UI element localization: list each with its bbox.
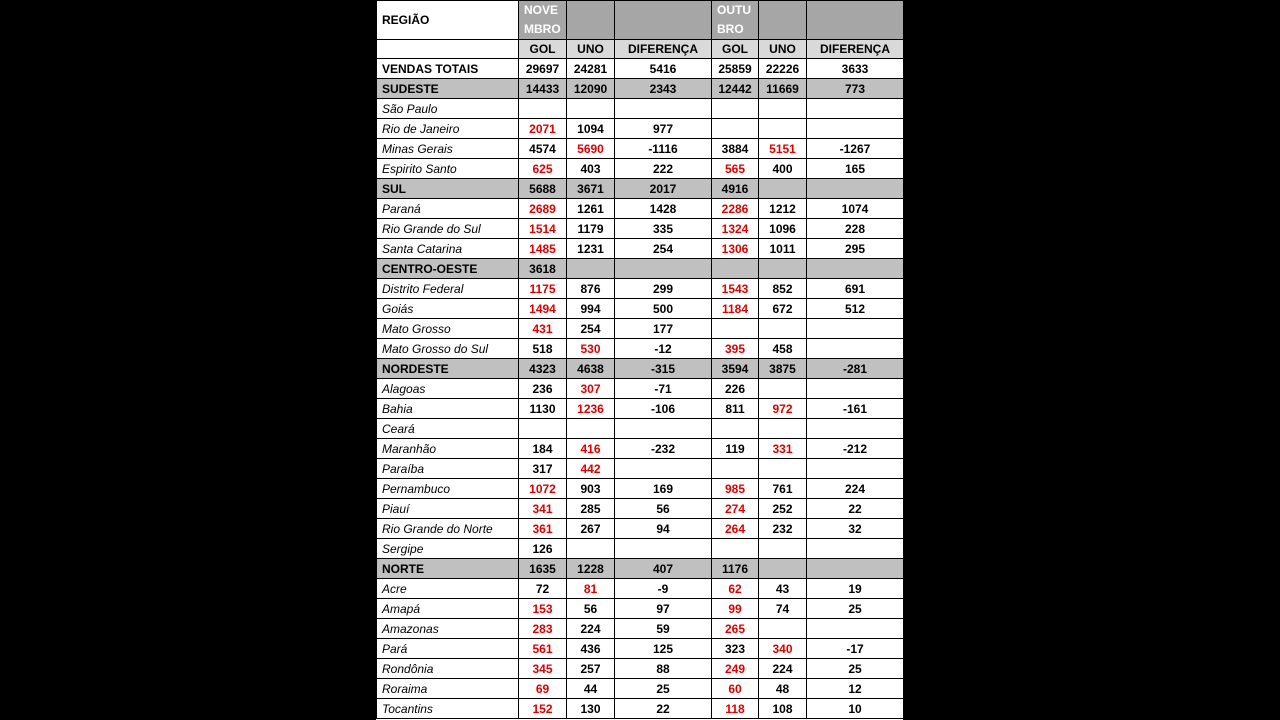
- row-label: Rio de Janeiro: [377, 119, 519, 139]
- column-header-gol-out: GOL: [712, 40, 759, 59]
- table-cell: 165: [807, 159, 904, 179]
- table-cell: 130: [567, 699, 615, 719]
- table-cell: [807, 559, 904, 579]
- header-row-columns: [377, 40, 904, 59]
- table-cell: [807, 339, 904, 359]
- state-row: [377, 639, 904, 659]
- table-cell: [567, 99, 615, 119]
- table-cell: 94: [615, 519, 712, 539]
- table-cell: -1267: [807, 139, 904, 159]
- table-cell: 12: [807, 679, 904, 699]
- table-cell: 226: [712, 379, 759, 399]
- table-cell: [807, 259, 904, 279]
- region-row: [377, 179, 904, 199]
- table-cell: 118: [712, 699, 759, 719]
- table-cell: [615, 259, 712, 279]
- table-cell: 274: [712, 499, 759, 519]
- state-row: [377, 139, 904, 159]
- table-cell: 1494: [519, 299, 567, 319]
- table-cell: 224: [807, 479, 904, 499]
- table-cell: -9: [615, 579, 712, 599]
- row-label: Distrito Federal: [377, 279, 519, 299]
- table-cell: [759, 379, 807, 399]
- table-cell: 773: [807, 79, 904, 99]
- table-cell: 25: [807, 659, 904, 679]
- table-cell: 56: [615, 499, 712, 519]
- sales-table: [376, 0, 904, 719]
- table-cell: 19: [807, 579, 904, 599]
- table-cell: 400: [759, 159, 807, 179]
- table-cell: 44: [567, 679, 615, 699]
- table-cell: 407: [615, 559, 712, 579]
- table-cell: [615, 459, 712, 479]
- row-label: Mato Grosso: [377, 319, 519, 339]
- row-label: Ceará: [377, 419, 519, 439]
- table-cell: 1212: [759, 199, 807, 219]
- table-cell: 283: [519, 619, 567, 639]
- table-cell: 2343: [615, 79, 712, 99]
- table-cell: 361: [519, 519, 567, 539]
- table-cell: 1072: [519, 479, 567, 499]
- table-cell: 24281: [567, 59, 615, 79]
- table-cell: 254: [567, 319, 615, 339]
- table-cell: 1324: [712, 219, 759, 239]
- state-row: [377, 99, 904, 119]
- table-cell: 10: [807, 699, 904, 719]
- table-cell: 11669: [759, 79, 807, 99]
- sales-table-sheet: [376, 0, 903, 720]
- table-cell: 1179: [567, 219, 615, 239]
- table-cell: 265: [712, 619, 759, 639]
- table-cell: 3884: [712, 139, 759, 159]
- row-label: São Paulo: [377, 99, 519, 119]
- table-cell: 62: [712, 579, 759, 599]
- table-cell: 254: [615, 239, 712, 259]
- row-label: Santa Catarina: [377, 239, 519, 259]
- state-row: [377, 159, 904, 179]
- table-cell: 1514: [519, 219, 567, 239]
- table-cell: -212: [807, 439, 904, 459]
- state-row: [377, 439, 904, 459]
- table-cell: 81: [567, 579, 615, 599]
- table-cell: 1011: [759, 239, 807, 259]
- table-cell: [759, 539, 807, 559]
- table-cell: [759, 259, 807, 279]
- table-cell: 442: [567, 459, 615, 479]
- table-cell: 458: [759, 339, 807, 359]
- table-cell: 323: [712, 639, 759, 659]
- table-cell: [807, 419, 904, 439]
- table-cell: 257: [567, 659, 615, 679]
- column-header-uno-nov: UNO: [567, 40, 615, 59]
- table-cell: 224: [567, 619, 615, 639]
- table-cell: 267: [567, 519, 615, 539]
- table-cell: 74: [759, 599, 807, 619]
- row-label: Paraíba: [377, 459, 519, 479]
- table-cell: [759, 419, 807, 439]
- regiao-header: REGIÃO: [377, 1, 519, 40]
- row-label: Mato Grosso do Sul: [377, 339, 519, 359]
- table-cell: 152: [519, 699, 567, 719]
- table-cell: -1116: [615, 139, 712, 159]
- state-row: [377, 539, 904, 559]
- table-cell: [615, 419, 712, 439]
- row-label: Roraima: [377, 679, 519, 699]
- region-row: [377, 79, 904, 99]
- row-label: Tocantins: [377, 699, 519, 719]
- state-row: [377, 659, 904, 679]
- header-row-months: [377, 1, 904, 40]
- table-cell: 249: [712, 659, 759, 679]
- table-cell: [807, 319, 904, 339]
- table-cell: 3875: [759, 359, 807, 379]
- state-row: [377, 339, 904, 359]
- table-cell: 299: [615, 279, 712, 299]
- table-cell: [807, 379, 904, 399]
- table-cell: [615, 539, 712, 559]
- table-cell: 403: [567, 159, 615, 179]
- table-cell: 345: [519, 659, 567, 679]
- table-cell: 3633: [807, 59, 904, 79]
- region-row: [377, 259, 904, 279]
- table-cell: 12442: [712, 79, 759, 99]
- header-blank: [377, 40, 519, 59]
- table-cell: 500: [615, 299, 712, 319]
- table-cell: 295: [807, 239, 904, 259]
- table-cell: 48: [759, 679, 807, 699]
- table-cell: 977: [615, 119, 712, 139]
- total-row: [377, 59, 904, 79]
- table-cell: [759, 99, 807, 119]
- row-label: Bahia: [377, 399, 519, 419]
- table-cell: [759, 319, 807, 339]
- october-header: OUTU BRO: [712, 1, 759, 40]
- table-cell: 22: [807, 499, 904, 519]
- table-cell: 331: [759, 439, 807, 459]
- table-cell: 431: [519, 319, 567, 339]
- table-cell: 22: [615, 699, 712, 719]
- row-label: Amazonas: [377, 619, 519, 639]
- row-label: Goiás: [377, 299, 519, 319]
- table-cell: 232: [759, 519, 807, 539]
- table-cell: -161: [807, 399, 904, 419]
- table-cell: 341: [519, 499, 567, 519]
- state-row: [377, 499, 904, 519]
- table-cell: 5688: [519, 179, 567, 199]
- state-row: [377, 579, 904, 599]
- table-cell: 1635: [519, 559, 567, 579]
- table-cell: 25: [807, 599, 904, 619]
- header-filler: [759, 1, 807, 40]
- table-cell: 1228: [567, 559, 615, 579]
- table-cell: 99: [712, 599, 759, 619]
- row-label: Minas Gerais: [377, 139, 519, 159]
- table-cell: 518: [519, 339, 567, 359]
- table-cell: 126: [519, 539, 567, 559]
- state-row: [377, 379, 904, 399]
- row-label: Piauí: [377, 499, 519, 519]
- table-cell: 43: [759, 579, 807, 599]
- row-label: Acre: [377, 579, 519, 599]
- table-cell: [712, 419, 759, 439]
- state-row: [377, 419, 904, 439]
- table-cell: [712, 539, 759, 559]
- table-cell: 224: [759, 659, 807, 679]
- table-cell: 32: [807, 519, 904, 539]
- table-cell: 994: [567, 299, 615, 319]
- table-cell: 177: [615, 319, 712, 339]
- table-cell: 512: [807, 299, 904, 319]
- table-cell: [712, 99, 759, 119]
- table-cell: 108: [759, 699, 807, 719]
- table-cell: [712, 119, 759, 139]
- table-cell: [519, 419, 567, 439]
- state-row: [377, 279, 904, 299]
- table-cell: 5416: [615, 59, 712, 79]
- table-cell: 184: [519, 439, 567, 459]
- table-cell: -71: [615, 379, 712, 399]
- table-cell: 4574: [519, 139, 567, 159]
- table-cell: [807, 99, 904, 119]
- table-cell: 72: [519, 579, 567, 599]
- table-cell: 1184: [712, 299, 759, 319]
- table-cell: [807, 539, 904, 559]
- table-cell: [759, 119, 807, 139]
- header-filler: [807, 1, 904, 40]
- table-cell: [567, 259, 615, 279]
- table-cell: [567, 419, 615, 439]
- table-cell: 5151: [759, 139, 807, 159]
- table-cell: -232: [615, 439, 712, 459]
- table-cell: 264: [712, 519, 759, 539]
- table-cell: [759, 459, 807, 479]
- row-label: SUL: [377, 179, 519, 199]
- header-filler: [567, 1, 615, 40]
- state-row: [377, 239, 904, 259]
- table-cell: 317: [519, 459, 567, 479]
- table-cell: 4916: [712, 179, 759, 199]
- table-cell: 530: [567, 339, 615, 359]
- table-cell: 565: [712, 159, 759, 179]
- table-cell: 876: [567, 279, 615, 299]
- table-cell: 169: [615, 479, 712, 499]
- table-cell: [519, 99, 567, 119]
- state-row: [377, 319, 904, 339]
- table-cell: [759, 619, 807, 639]
- row-label: Rio Grande do Sul: [377, 219, 519, 239]
- table-cell: 395: [712, 339, 759, 359]
- column-header-diferenca-out: DIFERENÇA: [807, 40, 904, 59]
- state-row: [377, 479, 904, 499]
- table-cell: 1543: [712, 279, 759, 299]
- table-cell: 1261: [567, 199, 615, 219]
- table-cell: 29697: [519, 59, 567, 79]
- table-cell: 561: [519, 639, 567, 659]
- row-label: VENDAS TOTAIS: [377, 59, 519, 79]
- table-cell: 903: [567, 479, 615, 499]
- table-cell: 307: [567, 379, 615, 399]
- table-cell: 1236: [567, 399, 615, 419]
- table-cell: [807, 459, 904, 479]
- table-cell: 2286: [712, 199, 759, 219]
- table-cell: -17: [807, 639, 904, 659]
- table-cell: 1428: [615, 199, 712, 219]
- header-filler: [615, 1, 712, 40]
- row-label: Amapá: [377, 599, 519, 619]
- table-cell: [567, 539, 615, 559]
- table-cell: 2017: [615, 179, 712, 199]
- state-row: [377, 679, 904, 699]
- table-cell: [712, 259, 759, 279]
- november-header: NOVE MBRO: [519, 1, 567, 40]
- table-cell: 1231: [567, 239, 615, 259]
- table-cell: 416: [567, 439, 615, 459]
- table-cell: 1176: [712, 559, 759, 579]
- table-cell: 811: [712, 399, 759, 419]
- table-cell: 1485: [519, 239, 567, 259]
- row-label: Sergipe: [377, 539, 519, 559]
- table-cell: 4638: [567, 359, 615, 379]
- column-header-uno-out: UNO: [759, 40, 807, 59]
- table-cell: [759, 179, 807, 199]
- table-cell: [807, 119, 904, 139]
- table-cell: 3618: [519, 259, 567, 279]
- table-cell: 222: [615, 159, 712, 179]
- table-cell: 1306: [712, 239, 759, 259]
- row-label: SUDESTE: [377, 79, 519, 99]
- table-cell: 972: [759, 399, 807, 419]
- table-cell: [615, 99, 712, 119]
- state-row: [377, 399, 904, 419]
- row-label: Alagoas: [377, 379, 519, 399]
- table-cell: 14433: [519, 79, 567, 99]
- table-cell: 4323: [519, 359, 567, 379]
- table-cell: 672: [759, 299, 807, 319]
- table-cell: 436: [567, 639, 615, 659]
- table-cell: 119: [712, 439, 759, 459]
- state-row: [377, 459, 904, 479]
- table-cell: 12090: [567, 79, 615, 99]
- table-cell: 2689: [519, 199, 567, 219]
- table-cell: 97: [615, 599, 712, 619]
- table-cell: 1175: [519, 279, 567, 299]
- row-label: Pará: [377, 639, 519, 659]
- row-label: Pernambuco: [377, 479, 519, 499]
- table-cell: -12: [615, 339, 712, 359]
- state-row: [377, 299, 904, 319]
- row-label: CENTRO-OESTE: [377, 259, 519, 279]
- table-cell: -281: [807, 359, 904, 379]
- table-cell: 228: [807, 219, 904, 239]
- table-cell: 285: [567, 499, 615, 519]
- column-header-gol-nov: GOL: [519, 40, 567, 59]
- table-cell: 1074: [807, 199, 904, 219]
- table-cell: 340: [759, 639, 807, 659]
- table-cell: 335: [615, 219, 712, 239]
- table-cell: [807, 619, 904, 639]
- table-cell: -106: [615, 399, 712, 419]
- table-cell: 56: [567, 599, 615, 619]
- table-cell: 1094: [567, 119, 615, 139]
- state-row: [377, 519, 904, 539]
- table-cell: [807, 179, 904, 199]
- table-cell: 985: [712, 479, 759, 499]
- table-cell: 761: [759, 479, 807, 499]
- table-cell: 3671: [567, 179, 615, 199]
- row-label: Rondônia: [377, 659, 519, 679]
- table-cell: 25859: [712, 59, 759, 79]
- table-cell: 69: [519, 679, 567, 699]
- table-cell: 252: [759, 499, 807, 519]
- table-cell: -315: [615, 359, 712, 379]
- state-row: [377, 219, 904, 239]
- table-cell: 1096: [759, 219, 807, 239]
- table-cell: 2071: [519, 119, 567, 139]
- state-row: [377, 599, 904, 619]
- table-cell: [759, 559, 807, 579]
- state-row: [377, 119, 904, 139]
- table-cell: 88: [615, 659, 712, 679]
- row-label: NORDESTE: [377, 359, 519, 379]
- table-cell: 153: [519, 599, 567, 619]
- row-label: Rio Grande do Norte: [377, 519, 519, 539]
- table-cell: 5690: [567, 139, 615, 159]
- table-cell: 25: [615, 679, 712, 699]
- state-row: [377, 199, 904, 219]
- table-cell: 625: [519, 159, 567, 179]
- row-label: Espirito Santo: [377, 159, 519, 179]
- table-cell: 60: [712, 679, 759, 699]
- state-row: [377, 619, 904, 639]
- table-cell: 125: [615, 639, 712, 659]
- row-label: NORTE: [377, 559, 519, 579]
- region-row: [377, 359, 904, 379]
- row-label: Maranhão: [377, 439, 519, 459]
- table-cell: 236: [519, 379, 567, 399]
- table-cell: 852: [759, 279, 807, 299]
- table-cell: 3594: [712, 359, 759, 379]
- table-cell: 59: [615, 619, 712, 639]
- column-header-diferenca-nov: DIFERENÇA: [615, 40, 712, 59]
- table-cell: [712, 319, 759, 339]
- table-cell: 22226: [759, 59, 807, 79]
- table-cell: 691: [807, 279, 904, 299]
- row-label: Paraná: [377, 199, 519, 219]
- region-row: [377, 559, 904, 579]
- table-cell: 1130: [519, 399, 567, 419]
- table-cell: [712, 459, 759, 479]
- state-row: [377, 699, 904, 719]
